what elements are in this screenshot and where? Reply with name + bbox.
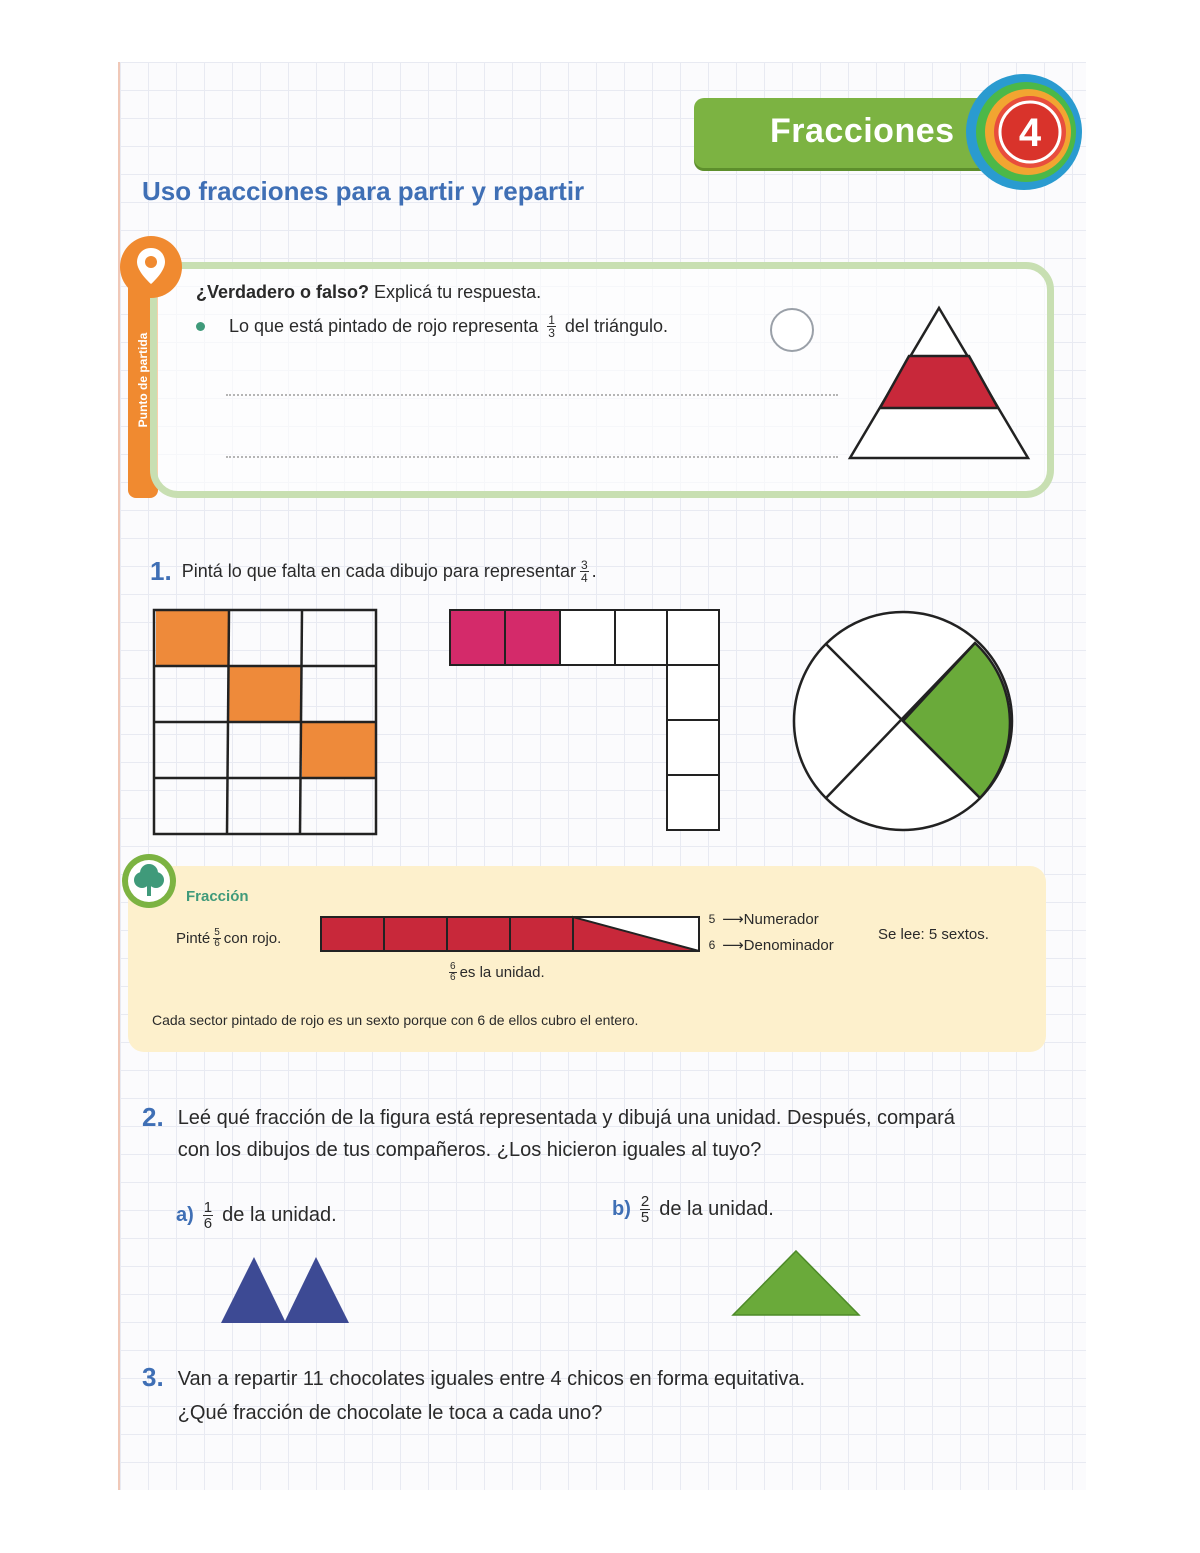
exercise-3-line-1: Van a repartir 11 chocolates iguales entre 4 chicos en forma equitativa. [177, 1368, 806, 1390]
info-painted-statement: Pinté $\frac{5}{6}$ con rojo. [176, 927, 282, 949]
exercise-1-text: Pintá lo que falta en cada dibujo para representar [181, 561, 576, 581]
start-side-label: Punto de partida [136, 332, 150, 428]
exercise-2-line-1: Leé qué fracción de la figura está representada y dibujá una unidad. Después, compará [177, 1107, 955, 1129]
exercise-2 [142, 1102, 955, 1166]
exercise-2b: b) $\frac{2}{5}$ de la unidad. [612, 1193, 774, 1226]
info-note: Cada sector pintado de rojo es un sexto porque con 6 de ellos cubro el entero. [152, 1012, 639, 1028]
location-pin-icon [118, 234, 184, 300]
exercise-3-number: 3. [142, 1362, 164, 1392]
exercise-1: 1. Pintá lo que falta en cada dibujo para representar $\frac{3}{4}$ . [150, 556, 597, 586]
true-false-answer-circle[interactable] [770, 308, 814, 352]
grid-figure[interactable] [150, 606, 382, 838]
section-title: Uso fracciones para partir y repartir [142, 176, 585, 206]
exercise-2a: a) $\frac{1}{6}$ de la unidad. [176, 1199, 337, 1232]
true-false-statement: Lo que está pintado de rojo representa $\frac{1}{3}$ del triángulo. [196, 314, 668, 339]
chapter-number-badge [964, 72, 1084, 192]
exercise-3-line-2: ¿Qué fracción de chocolate le toca a cada uno? [177, 1402, 603, 1424]
answer-line-2[interactable] [226, 456, 838, 458]
bullet-icon [196, 322, 205, 331]
circle-figure[interactable] [790, 608, 1016, 834]
exercise-2-number: 2. [142, 1102, 164, 1132]
info-title: Fracción [186, 888, 249, 905]
info-unit-statement: $\frac{6}{6}$ es la unidad. [450, 961, 545, 983]
triangle-red-band [880, 356, 998, 408]
info-reading: Se lee: 5 sextos. [878, 926, 989, 943]
true-false-prompt: ¿Verdadero o falso? Explicá tu respuesta. [196, 282, 542, 302]
triangle-figure [846, 304, 1032, 464]
sixths-bar-figure [318, 914, 702, 954]
two-triangles-figure [218, 1254, 352, 1326]
chapter-number: 4 [1018, 111, 1042, 155]
fraction-one-third: $\frac{1}{3}$ [548, 313, 555, 340]
answer-line-1[interactable] [226, 394, 838, 396]
l-shape-figure[interactable] [448, 608, 724, 834]
exercise-3 [142, 1362, 805, 1430]
chapter-title: Fracciones [770, 112, 955, 150]
fraction-three-quarters: $\frac{3}{4}$ [580, 558, 588, 585]
exercise-1-number: 1. [150, 556, 172, 586]
tree-icon [120, 852, 178, 910]
green-triangle-figure [730, 1248, 862, 1318]
fraction-parts-legend: 5 ⟶ Numerador 6 ⟶ Denominador [708, 910, 834, 954]
exercise-2-line-2: con los dibujos de tus compañeros. ¿Los hicieron iguales al tuyo? [177, 1139, 762, 1161]
